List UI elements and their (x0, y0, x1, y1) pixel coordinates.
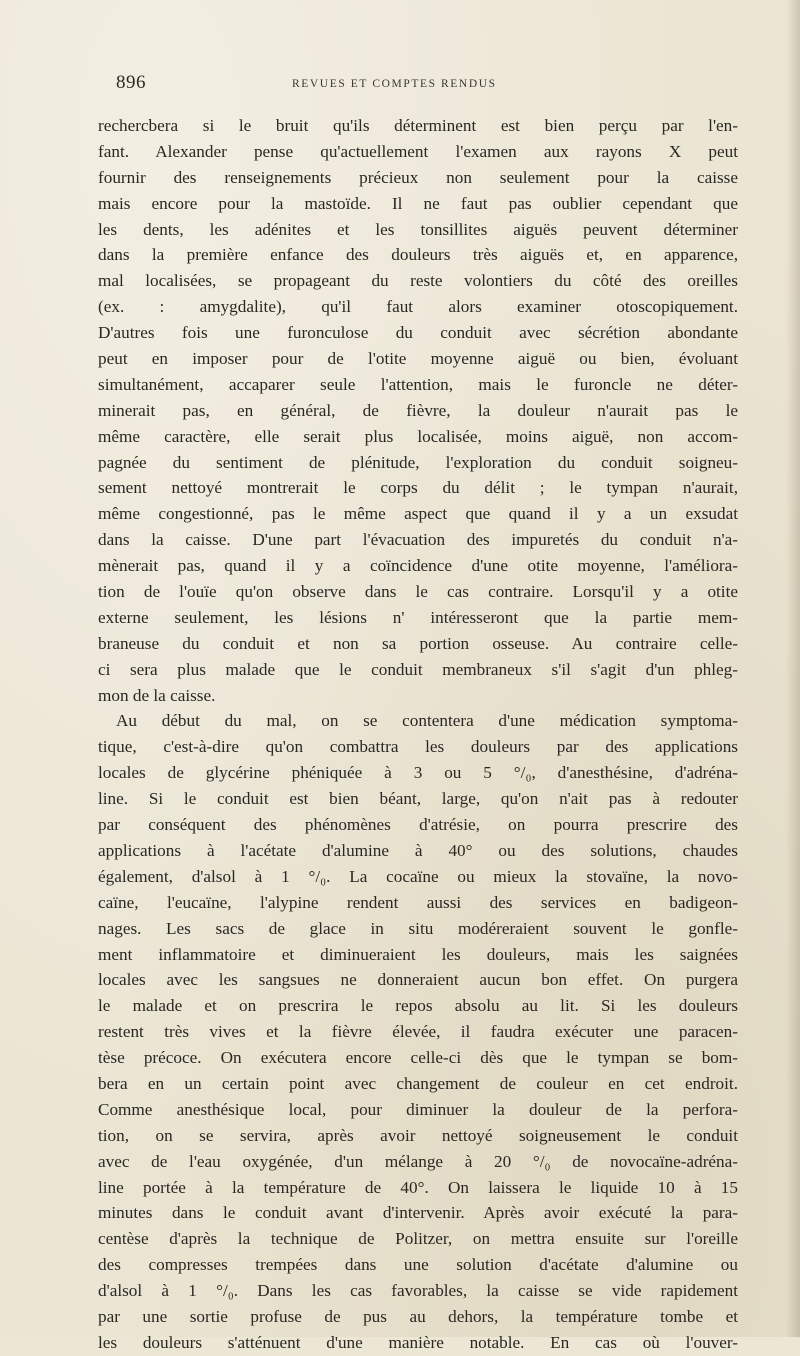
text-line: minutes dans le conduit avant d'intervenir. Après avoir exécuté la para- (98, 1203, 738, 1223)
text-line: Comme anesthésique local, pour diminuer la douleur de la perfora- (98, 1099, 738, 1119)
paragraph-start-line: Au début du mal, on se contentera d'une médication symptoma- (116, 711, 738, 731)
text-line: même congestionné, pas le même aspect que quand il y a un exsudat (98, 504, 738, 524)
page-number: 896 (116, 72, 146, 93)
text-line: également, d'alsol à 1 °/₀. La cocaïne ou mieux la stovaïne, la novo- (98, 866, 738, 886)
text-line: par conséquent des phénomènes d'atrésie, on pourra prescrire des (98, 815, 738, 835)
text-line: ci sera plus malade que le conduit membraneux s'il s'agit d'un phleg- (98, 659, 738, 679)
running-head: REVUES ET COMPTES RENDUS (292, 78, 497, 90)
text-line: tion, on se servira, après avoir nettoyé soigneusement le conduit (98, 1125, 738, 1145)
text-line: dans la première enfance des douleurs très aiguës et, en apparence, (98, 245, 738, 265)
text-line: D'autres fois une furonculose du conduit avec sécrétion abondante (98, 323, 738, 343)
text-line: peut en imposer pour de l'otite moyenne aiguë ou bien, évoluant (98, 349, 738, 369)
text-line: line portée à la température de 40°. On laissera le liquide 10 à 15 (98, 1177, 738, 1197)
text-line: applications à l'acétate d'alumine à 40° ou des solutions, chaudes (98, 840, 738, 860)
text-line: rechercbera si le bruit qu'ils déterminent est bien perçu par l'en- (98, 116, 738, 135)
text-line: minerait pas, en général, de fièvre, la douleur n'aurait pas le (98, 400, 738, 420)
text-line: restent très vives et la fièvre élevée, il faudra exécuter une paracen- (98, 1022, 738, 1042)
text-line: dans la caisse. D'une part l'évacuation des impuretés du conduit n'a- (98, 530, 738, 550)
text-line: par une sortie profuse de pus au dehors, la température tombe et (98, 1306, 738, 1326)
text-line: centèse d'après la technique de Politzer, on mettra ensuite sur l'oreille (98, 1229, 738, 1249)
text-line: caïne, l'eucaïne, l'alypine rendent aussi des services en badigeon- (98, 892, 738, 912)
text-line: les douleurs s'atténuent d'une manière notable. En cas où l'ouver- (98, 1332, 738, 1352)
text-line: mon de la caisse. (98, 685, 216, 705)
text-line: line. Si le conduit est bien béant, large, qu'on n'ait pas à redouter (98, 789, 738, 809)
text-line: locales avec les sangsues ne donneraient aucun bon effet. On purgera (98, 970, 738, 990)
body-text (98, 113, 738, 1356)
text-line: pagnée du sentiment de plénitude, l'exploration du conduit soigneu- (98, 452, 738, 472)
text-line: locales de glycérine phéniquée à 3 ou 5 °/₀, d'anesthésine, d'adréna- (98, 763, 738, 783)
text-line: braneuse du conduit et non sa portion osseuse. Au contraire celle- (98, 633, 738, 653)
text-line: nages. Les sacs de glace in situ modéreraient souvent le gonfle- (98, 918, 738, 938)
text-line: le malade et on prescrira le repos absolu au lit. Si les douleurs (98, 996, 738, 1016)
text-line: ment inflammatoire et diminueraient les douleurs, mais les saignées (98, 944, 738, 964)
text-line: externe seulement, les lésions n' intéresseront que la partie mem- (98, 607, 738, 627)
text-line: bera en un certain point avec changement de couleur en cet endroit. (98, 1073, 738, 1093)
text-line: fant. Alexander pense qu'actuellement l'examen aux rayons X peut (98, 141, 738, 161)
text-line: des compresses trempées dans une solution d'acétate d'alumine ou (98, 1255, 738, 1275)
text-line: mènerait pas, quand il y a coïncidence d'une otite moyenne, l'améliora- (98, 556, 738, 576)
text-line: les dents, les adénites et les tonsillites aiguës peuvent déterminer (98, 219, 738, 239)
page-edge-shadow (786, 0, 800, 1337)
text-line: tion de l'ouïe qu'on observe dans le cas contraire. Lorsqu'il y a otite (98, 582, 738, 602)
text-line: avec de l'eau oxygénée, d'un mélange à 20 °/₀ de novocaïne-adréna- (98, 1151, 738, 1171)
text-line: (ex. : amygdalite), qu'il faut alors examiner otoscopiquement. (98, 297, 738, 317)
page-header (116, 72, 736, 98)
text-line: même caractère, elle serait plus localisée, moins aiguë, non accom- (98, 426, 738, 446)
text-line: simultanément, accaparer seule l'attention, mais le furoncle ne déter- (98, 374, 738, 394)
text-line: mais encore pour la mastoïde. Il ne faut pas oublier cependant que (98, 193, 738, 213)
text-line: tique, c'est-à-dire qu'on combattra les douleurs par des applications (98, 737, 738, 757)
text-line: d'alsol à 1 °/₀. Dans les cas favorables, la caisse se vide rapidement (98, 1281, 738, 1301)
text-line: mal localisées, se propageant du reste volontiers du côté des oreilles (98, 271, 738, 291)
text-line: tèse précoce. On exécutera encore celle-ci dès que le tympan se bom- (98, 1048, 738, 1068)
text-line: fournir des renseignements précieux non seulement pour la caisse (98, 167, 738, 187)
text-line: sement nettoyé montrerait le corps du délit ; le tympan n'aurait, (98, 478, 738, 498)
